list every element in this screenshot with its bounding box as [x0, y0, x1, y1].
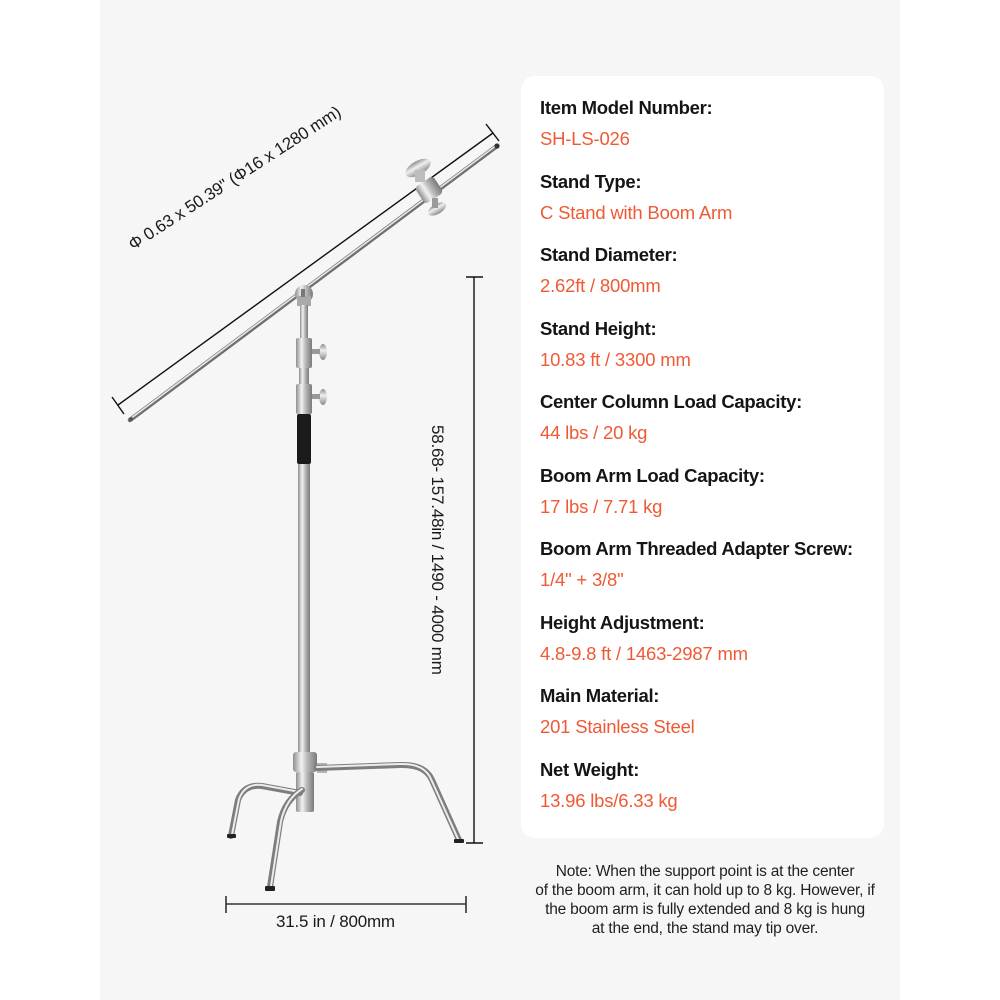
spec-label: Item Model Number:: [540, 97, 713, 118]
boom-dimension-label: Φ 0.63 x 50.39" (Φ16 x 1280 mm): [125, 102, 345, 254]
spec-item-center-column-load: [540, 388, 884, 462]
leg-feet: [227, 834, 464, 891]
base-dimension-label: 31.5 in / 800mm: [276, 912, 395, 931]
spec-value: 13.96 lbs/6.33 kg: [540, 789, 678, 811]
spec-label: Boom Arm Threaded Adapter Screw:: [540, 538, 853, 559]
spec-label: Center Column Load Capacity:: [540, 391, 802, 412]
spec-label: Height Adjustment:: [540, 611, 705, 633]
spec-label: Stand Height:: [540, 317, 657, 339]
spec-label: Boom Arm Load Capacity:: [540, 464, 765, 486]
spec-value: 44 lbs / 20 kg: [540, 422, 648, 443]
center-column: [296, 305, 327, 754]
note-line: Note: When the support point is at the center: [555, 863, 855, 880]
spec-item-adapter-screw: [540, 535, 884, 609]
spec-label: Stand Diameter:: [540, 244, 678, 265]
spec-value: 4.8-9.8 ft / 1463-2987 mm: [540, 642, 748, 664]
spec-item-stand-type: [540, 168, 884, 242]
spec-item-model-number: [540, 94, 884, 168]
base-dimension-line: [226, 896, 466, 913]
spec-value: 201 Stainless Steel: [540, 716, 695, 737]
spec-item-stand-height: [540, 315, 884, 389]
spec-item-height-adjustment: [540, 609, 884, 683]
height-dimension-line: [466, 277, 483, 843]
spec-value: 10.83 ft / 3300 mm: [540, 348, 691, 370]
knuckle-head: [295, 285, 313, 306]
spec-value: 2.62ft / 800mm: [540, 275, 661, 296]
base-hub: [293, 752, 327, 812]
spec-value: 17 lbs / 7.71 kg: [540, 495, 663, 517]
specifications-card: [521, 76, 884, 838]
spec-value: C Stand with Boom Arm: [540, 201, 733, 223]
height-dimension-label: 58.68- 157.48in / 1490 - 4000 mm: [428, 425, 447, 675]
spec-value: SH-LS-026: [540, 128, 630, 149]
spec-item-stand-diameter: [540, 241, 884, 315]
tip-over-note: [520, 862, 890, 938]
boom-arm: [129, 143, 500, 421]
spec-item-boom-arm-load: [540, 462, 884, 536]
note-line: the boom arm is fully extended and 8 kg is hung: [545, 901, 865, 918]
spec-label: Stand Type:: [540, 170, 642, 192]
spec-label: Main Material:: [540, 685, 660, 706]
spec-value: 1/4" + 3/8": [540, 569, 624, 590]
note-line: of the boom arm, it can hold up to 8 kg. However, if: [535, 882, 875, 899]
spec-item-main-material: [540, 682, 884, 756]
note-line: at the end, the stand may tip over.: [591, 920, 819, 937]
spec-label: Net Weight:: [540, 758, 640, 780]
spec-item-net-weight: [540, 756, 884, 830]
base-legs: [231, 764, 459, 887]
